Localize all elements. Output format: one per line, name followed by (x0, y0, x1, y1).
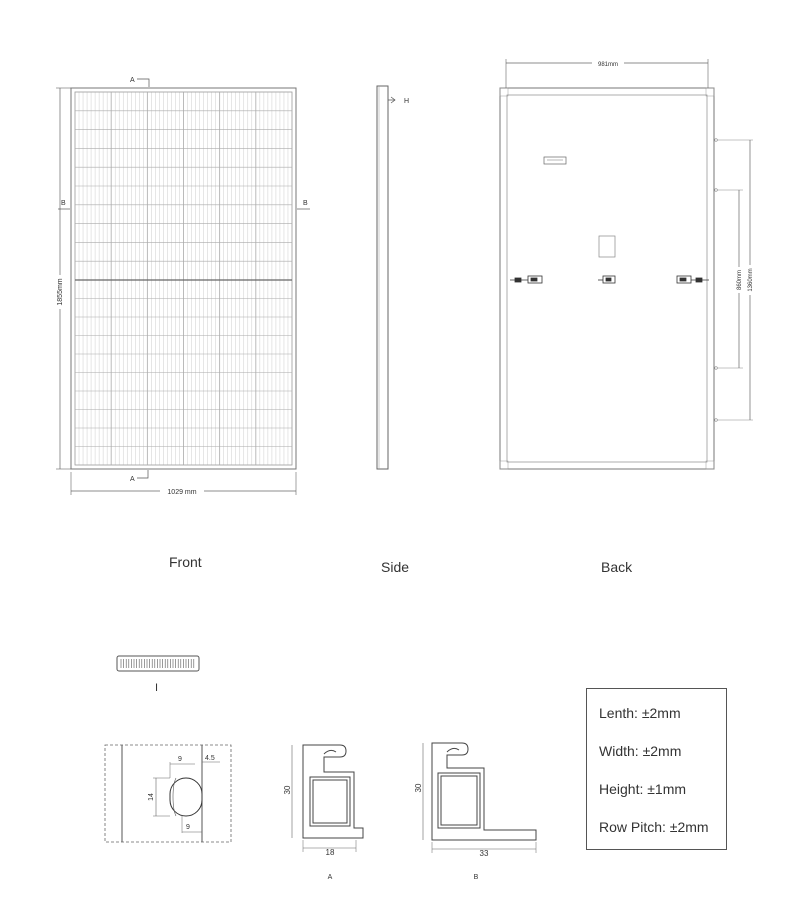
profile-a-hook (324, 750, 336, 754)
back-view (500, 58, 755, 469)
back-connector-center (598, 276, 615, 283)
profile-a-width: 18 (325, 848, 335, 857)
tolerance-row-pitch: Row Pitch: ±2mm (599, 819, 709, 835)
back-outer-dim: 1360mm (748, 268, 754, 292)
section-b-left-label: B (61, 200, 66, 207)
front-view (54, 77, 310, 496)
side-height-marker: H (404, 98, 410, 105)
back-mounting-holes (715, 139, 718, 422)
back-width-dim: 981mm (597, 62, 619, 68)
profile-a-label: A (327, 874, 333, 881)
tolerance-box (586, 688, 727, 850)
back-label-box (599, 236, 615, 257)
front-width-dim: 1029 mm (167, 489, 197, 496)
profile-a-dims (283, 745, 356, 881)
hole-detail-slot (170, 778, 202, 816)
profile-a-outline (303, 745, 363, 838)
side-height-arrow (388, 97, 395, 103)
profile-a-section (303, 745, 363, 838)
section-a-top-label: A (130, 77, 135, 84)
back-nameplate (544, 157, 566, 164)
profile-a-height: 30 (283, 785, 292, 795)
section-a-bottom-label: A (130, 476, 135, 483)
side-view (377, 86, 409, 469)
hole-dimension-detail (105, 745, 231, 842)
back-connector-left (510, 276, 542, 283)
front-height-dim: 1855mm (57, 278, 64, 306)
side-view-title: Side (381, 559, 410, 575)
profile-b-inner (438, 773, 480, 828)
section-b-right-label: B (303, 200, 308, 207)
hole-detail-label: I (155, 682, 159, 694)
hole-dim-top: 9 (178, 756, 182, 763)
profile-a-inner (310, 777, 350, 826)
back-view-title: Back (601, 559, 633, 575)
front-view-title: Front (169, 554, 202, 570)
back-connector-right (677, 276, 709, 283)
profile-b-height: 30 (414, 783, 423, 793)
hole-slot-teeth (121, 659, 194, 668)
tolerance-length: Lenth: ±2mm (599, 705, 681, 721)
hole-dim-right: 4.5 (205, 755, 215, 762)
tolerance-height: Height: ±1mm (599, 781, 687, 797)
front-cell-grid (75, 92, 292, 465)
hole-dim-bottom: 9 (186, 824, 190, 831)
side-profile (377, 86, 388, 469)
back-inner-dim: 860mm (737, 269, 743, 291)
section-a-bottom-arrow (137, 470, 148, 478)
profile-b-label: B (473, 874, 479, 881)
profile-b-section (432, 743, 536, 840)
profile-b-width: 33 (479, 849, 489, 858)
profile-b-hook (447, 748, 459, 752)
hole-dim-height: 14 (148, 793, 155, 801)
hole-slot-outline (117, 656, 199, 671)
hole-slot-detail (117, 656, 199, 694)
tolerance-width: Width: ±2mm (599, 743, 682, 759)
section-a-top-arrow (137, 79, 149, 87)
